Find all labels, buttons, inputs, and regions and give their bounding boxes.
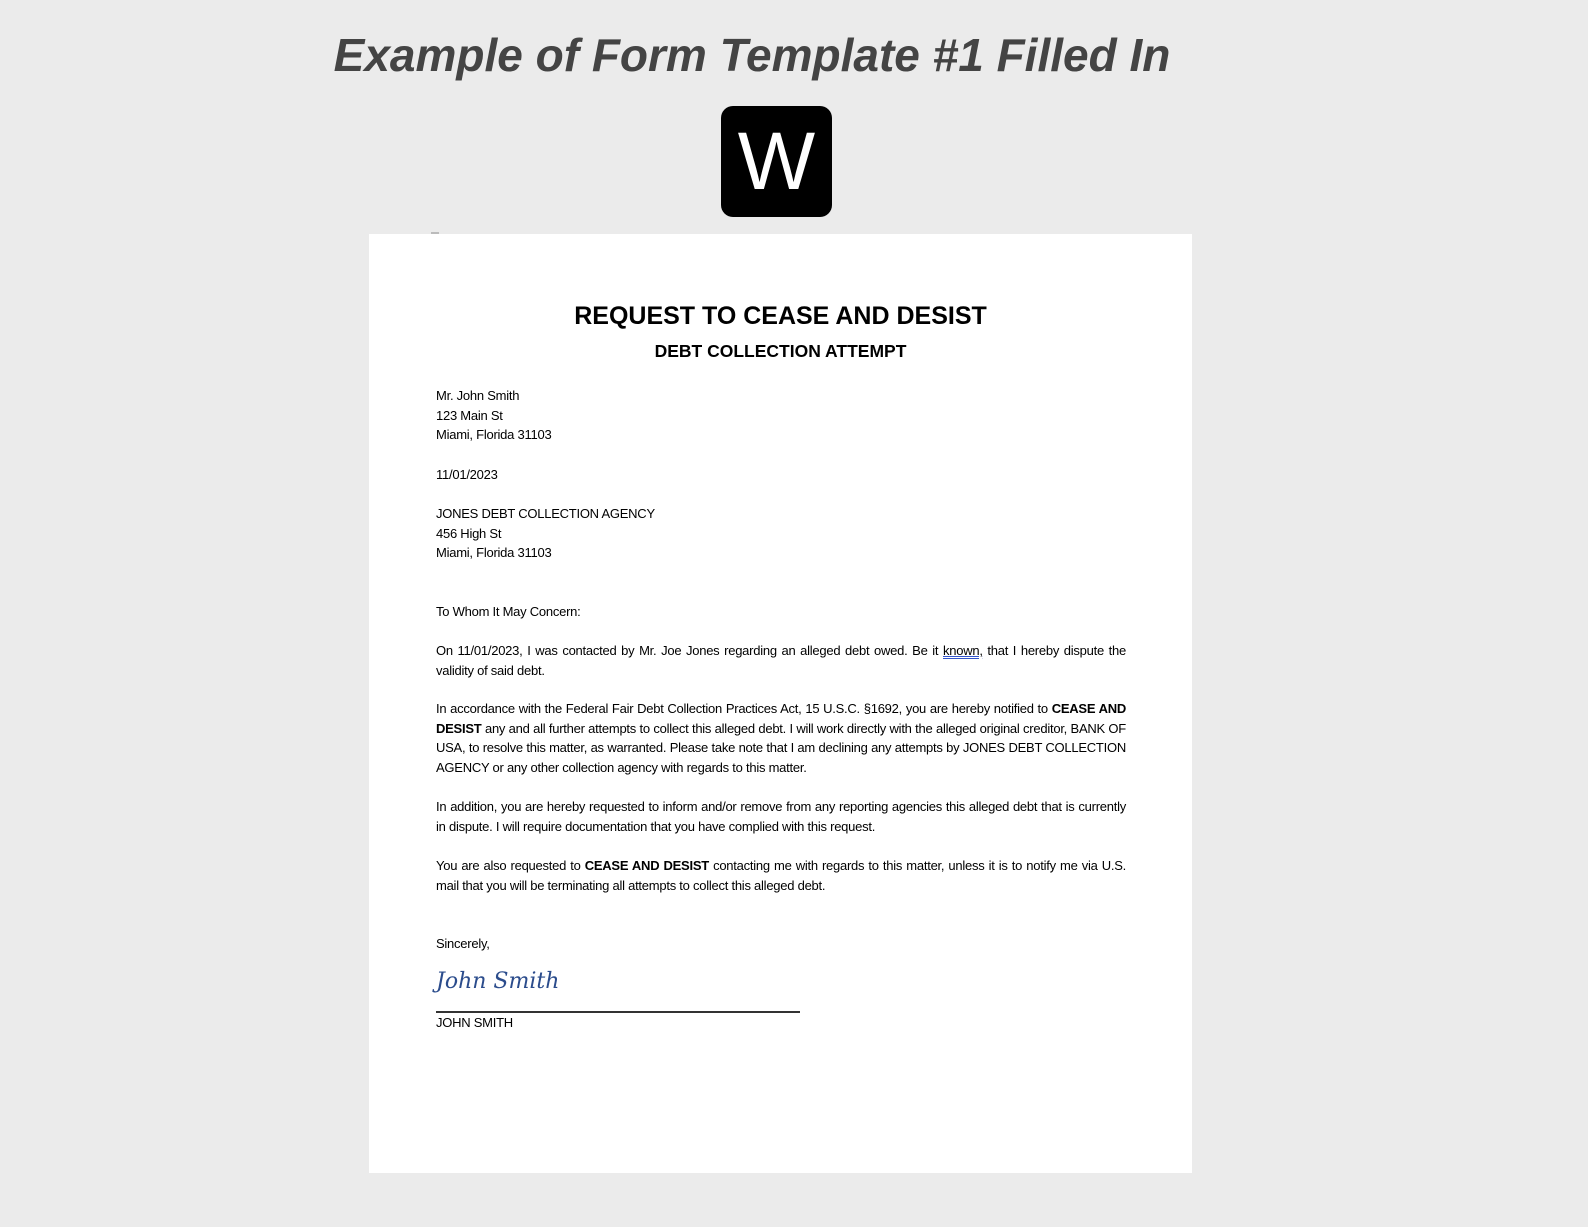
paragraph-1 <box>436 641 1126 680</box>
bold-text: CEASE AND DESIST <box>584 858 709 873</box>
printed-name: JOHN SMITH <box>436 1015 513 1030</box>
text: any and all further attempts to collect this alleged debt. I will work directly with the alleged original creditor, BANK OF USA, to resolve this matter, as warranted. Please take note that I am declining any attempts by JONES DEBT COLLECTION AGENCY or any other collection agency with regards to this matter. <box>436 720 1126 775</box>
paragraph-2 <box>436 699 1126 777</box>
paragraph-3: In addition, you are hereby requested to inform and/or remove from any reporting agencies this alleged debt that is currently in dispute. I will require documentation that you have complied with this request. <box>436 799 1126 834</box>
sender-street: 123 Main St <box>436 407 503 423</box>
recipient-city: Miami, Florida 31103 <box>436 545 552 561</box>
closing: Sincerely, <box>436 936 490 951</box>
spellcheck-word: known, <box>943 643 983 658</box>
text: You are also requested to <box>436 858 585 873</box>
word-app-icon: W <box>721 106 832 217</box>
sender-address <box>436 386 1126 445</box>
text: On 11/01/2023, I was contacted by Mr. Joe Jones regarding an alleged debt owed. Be it <box>436 643 943 658</box>
bold-text: CEASE AND DESIST <box>436 701 1126 736</box>
sender-city: Miami, Florida 31103 <box>436 427 552 443</box>
salutation: To Whom It May Concern: <box>436 604 581 619</box>
text: In accordance with the Federal Fair Debt Collection Practices Act, 15 U.S.C. §1692, you are hereby notified to <box>436 701 1052 716</box>
letter-subtitle: DEBT COLLECTION ATTEMPT <box>654 341 907 361</box>
paragraph-4 <box>436 856 1126 895</box>
letter-title: REQUEST TO CEASE AND DESIST <box>574 302 987 330</box>
page-corner-mark <box>431 232 439 234</box>
banner-title: Example of Form Template #1 Filled In <box>333 29 1171 81</box>
sender-name: Mr. John Smith <box>436 388 520 403</box>
recipient-address <box>436 504 1126 563</box>
signature: John Smith <box>436 969 560 994</box>
recipient-street: 456 High St <box>436 525 502 541</box>
document-page <box>369 234 1192 1173</box>
text: contacting me with regards to this matter, unless it is to notify me via U.S. mail that you will be terminating all attempts to collect this alleged debt. <box>436 858 1127 893</box>
text: that I hereby dispute the validity of said debt. <box>436 643 1126 678</box>
recipient-name: JONES DEBT COLLECTION AGENCY <box>436 506 655 521</box>
letter-date: 11/01/2023 <box>436 467 498 482</box>
